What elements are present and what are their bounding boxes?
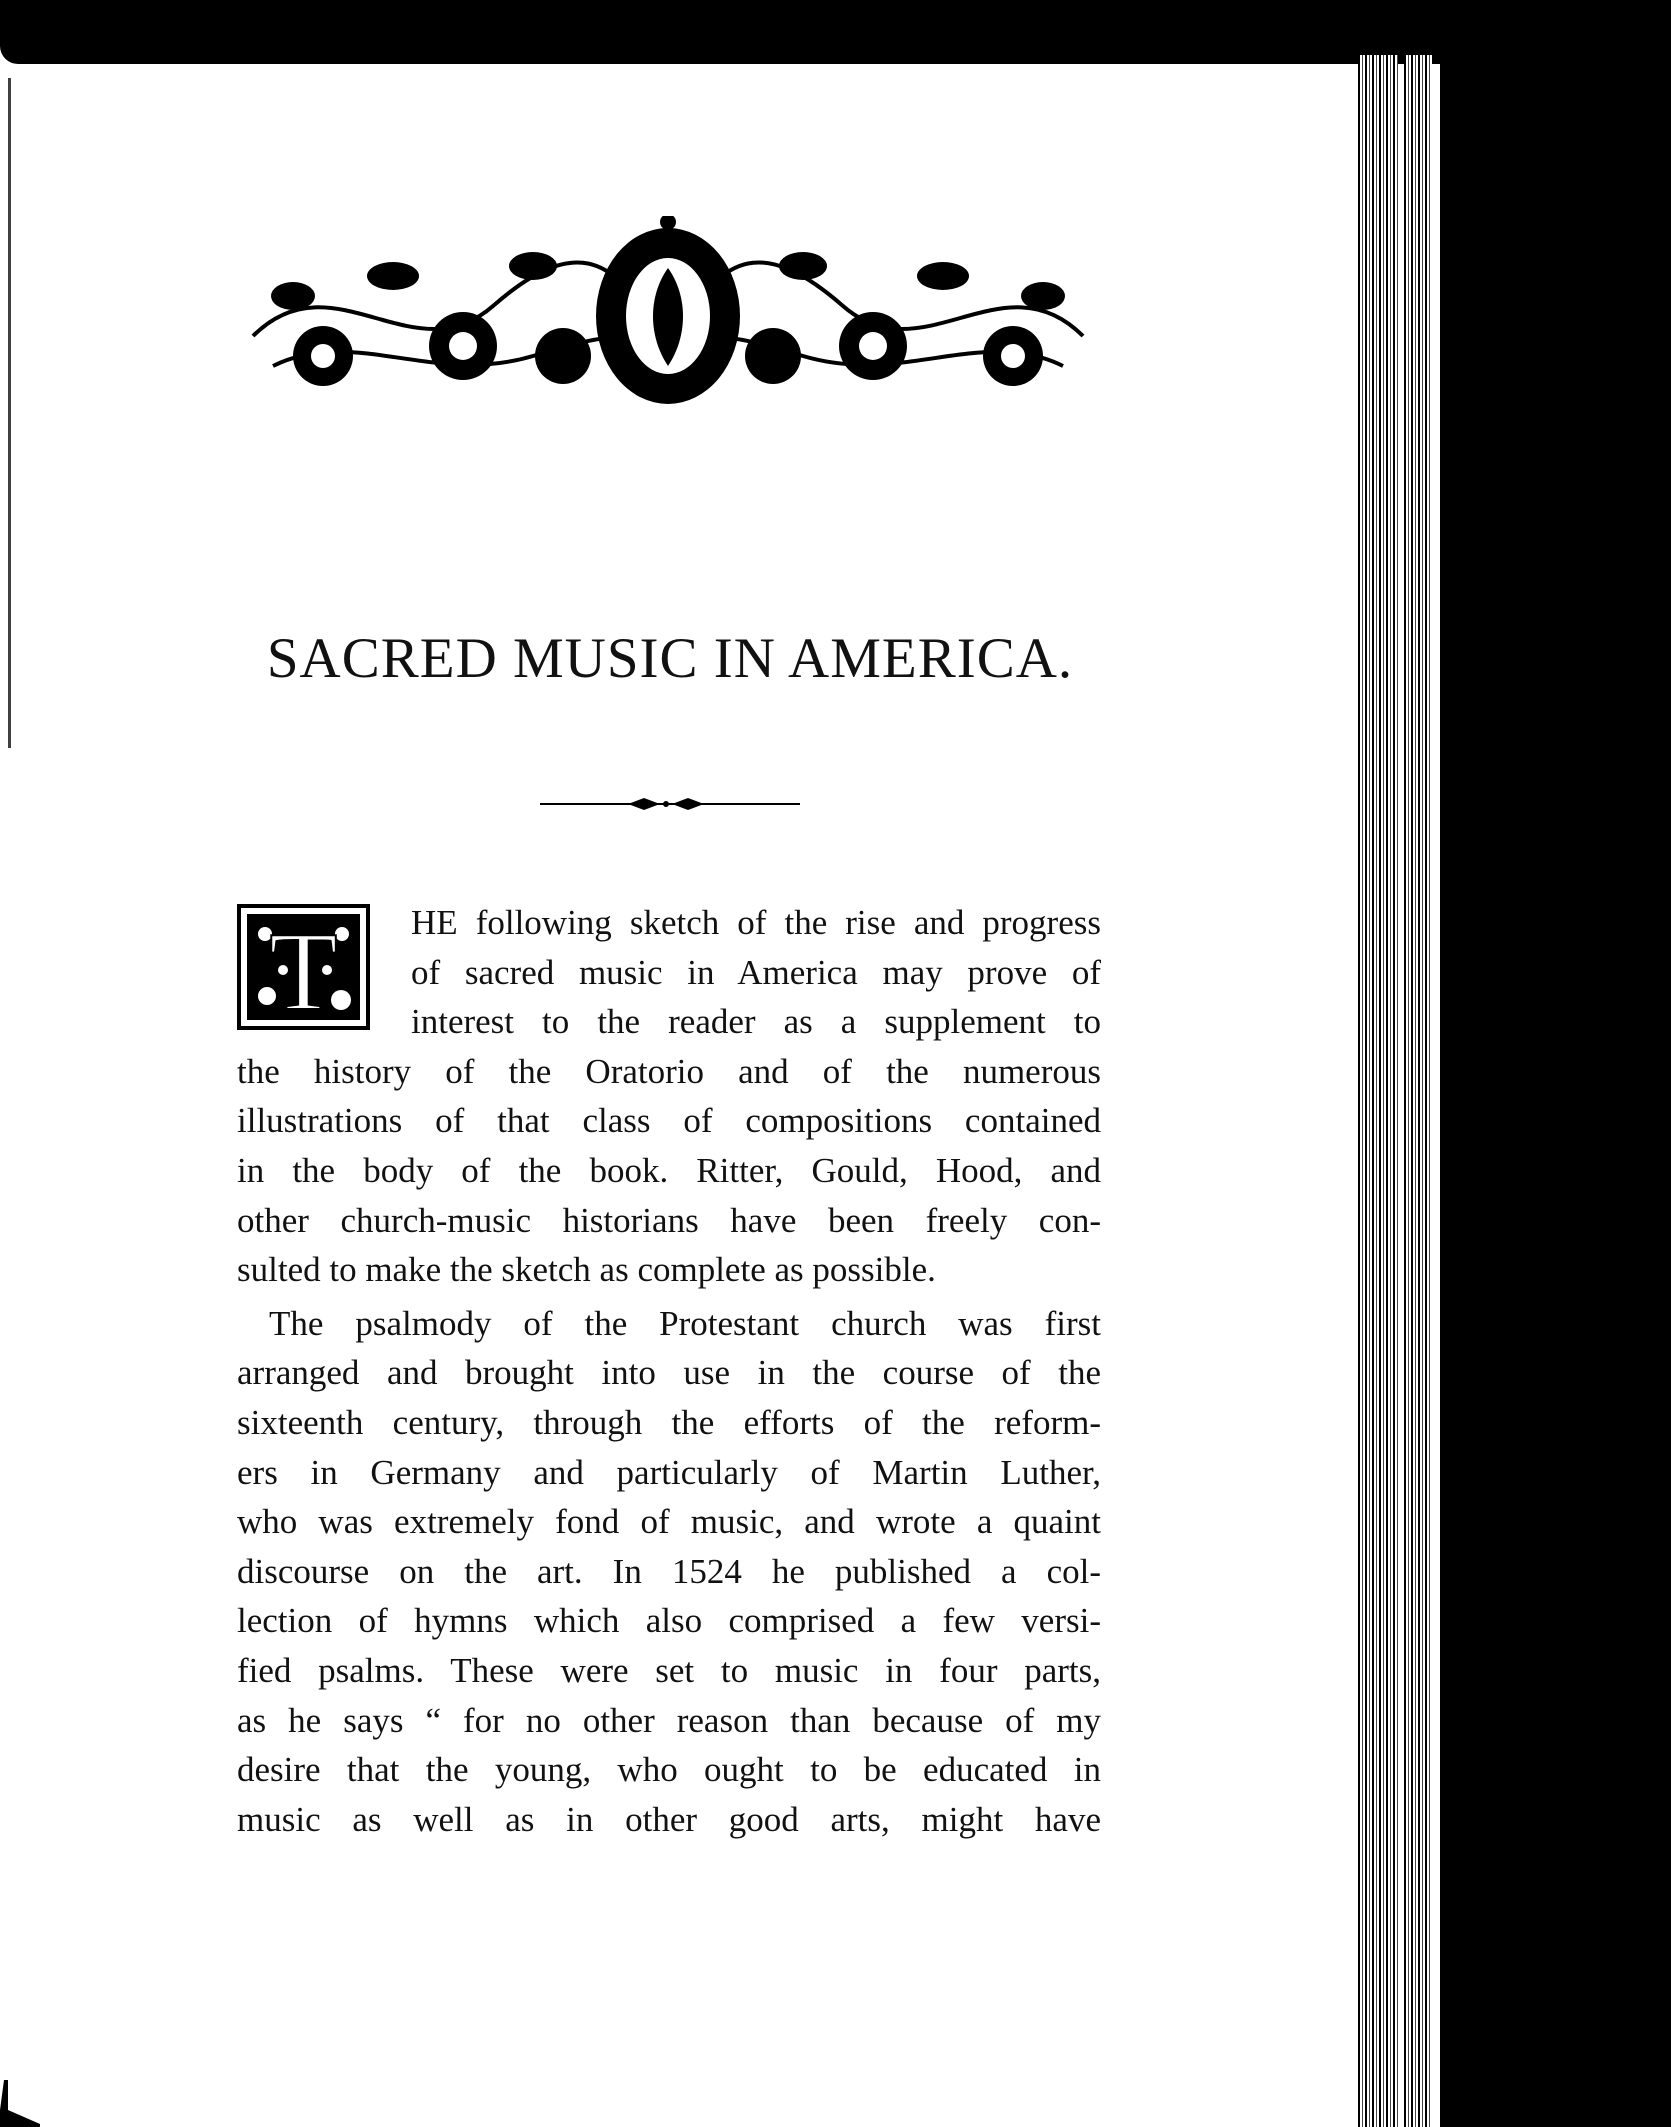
book-gutter-edge-2: [1404, 55, 1432, 2127]
text-line: The psalmody of the Protestant church was first: [269, 1303, 1101, 1343]
text-line: discourse on the art. In 1524 he published a col-: [237, 1551, 1101, 1591]
text-line: sulted to make the sketch as complete as possible.: [237, 1250, 936, 1290]
decorative-rule: [540, 796, 800, 812]
page-title: SACRED MUSIC IN AMERICA.: [266, 627, 1074, 690]
text-line: sixteenth century, through the efforts of the reform-: [237, 1402, 1101, 1442]
body-text: [237, 898, 1101, 1844]
text-line: as he says “ for no other reason than because of my: [237, 1700, 1101, 1740]
text-line: ers in Germany and particularly of Martin Luther,: [237, 1452, 1101, 1492]
text-line: desire that the young, who ought to be educated in: [237, 1750, 1101, 1790]
text-line: the history of the Oratorio and of the numerous: [237, 1051, 1101, 1091]
text-line: in the body of the book. Ritter, Gould, Hood, and: [237, 1150, 1101, 1190]
text-line: music as well as in other good arts, might have: [237, 1799, 1101, 1839]
scan-right-border: [1440, 0, 1671, 2127]
book-gutter-edge: [1358, 55, 1398, 2127]
scan-left-edge: [8, 78, 11, 748]
text-line: of sacred music in America may prove of: [411, 952, 1101, 992]
text-line: lection of hymns which also comprised a few versi-: [237, 1601, 1101, 1641]
floral-headpiece-ornament: [233, 216, 1103, 406]
text-line: other church-music historians have been freely con-: [237, 1200, 1101, 1240]
text-line: arranged and brought into use in the course of the: [237, 1353, 1101, 1393]
text-line: HE following sketch of the rise and progress: [411, 903, 1101, 942]
text-line: interest to the reader as a supplement to: [411, 1002, 1101, 1042]
text-line: fied psalms. These were set to music in four parts,: [237, 1650, 1101, 1690]
text-line: illustrations of that class of compositions contained: [237, 1101, 1101, 1141]
drop-cap-letter: T: [269, 910, 338, 1030]
scan-corner-mark: [0, 2080, 40, 2127]
text-line: who was extremely fond of music, and wrote a quaint: [237, 1502, 1101, 1542]
